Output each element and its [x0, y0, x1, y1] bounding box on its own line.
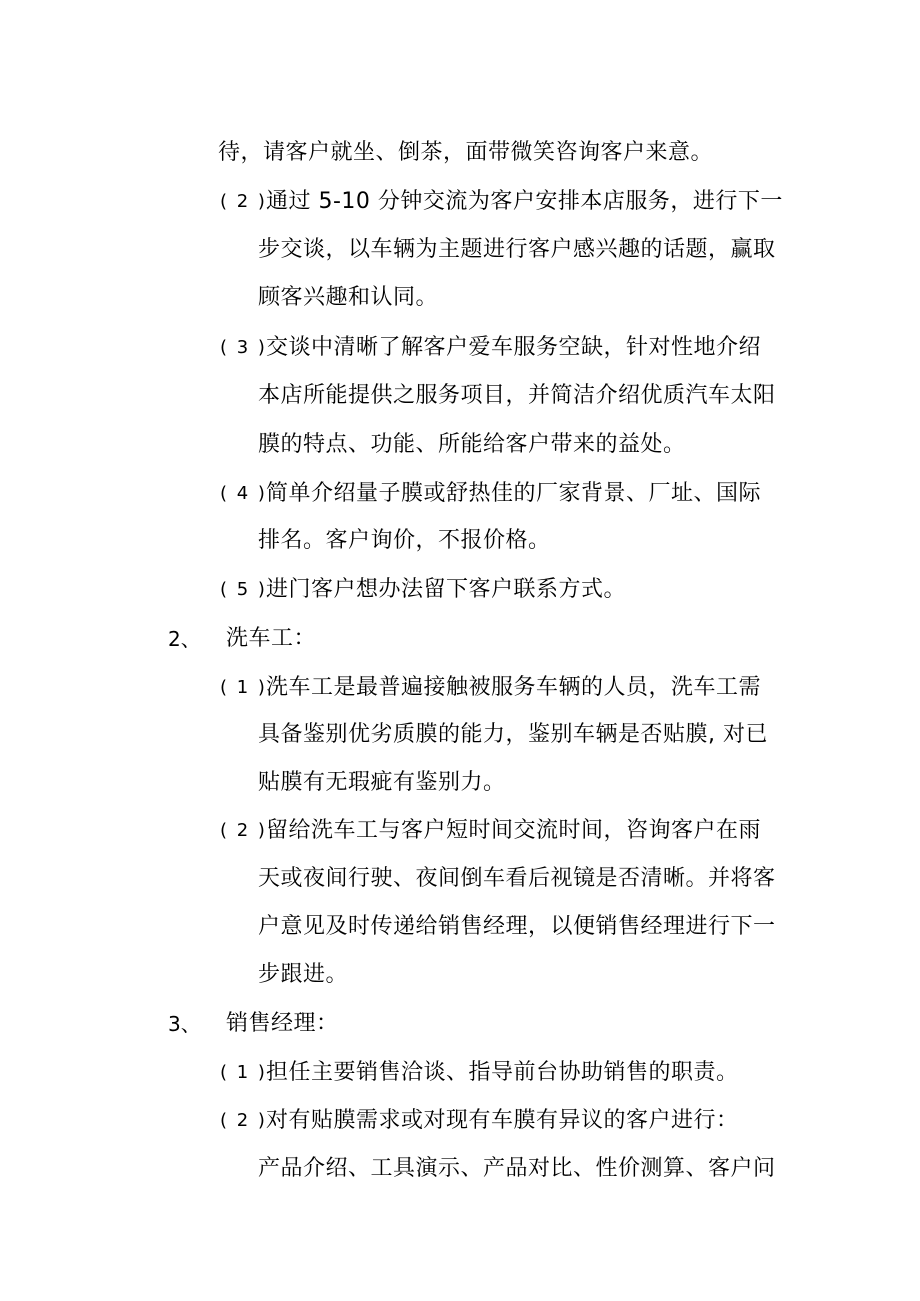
paragraph-line: 贴膜有无瑕疵有鉴别力。 — [258, 770, 506, 795]
section-number: 3、 — [168, 1012, 201, 1036]
paragraph-line: 洗车工是最普遍接触被服务车辆的人员，洗车工需 — [266, 675, 762, 700]
paragraph-line: 对有贴膜需求或对现有车膜有异议的客户进行： — [266, 1108, 739, 1133]
paragraph-line: 天或夜间行驶、夜间倒车看后视镜是否清晰。并将客 — [258, 866, 776, 891]
section-number: 2、 — [168, 627, 201, 651]
paragraph-line: 本店所能提供之服务项目，并简洁介绍优质汽车太阳 — [258, 383, 776, 408]
item-number: ( 4 ) — [220, 483, 267, 504]
paragraph-line: 步交谈，以车辆为主题进行客户感兴趣的话题，赢取 — [258, 237, 776, 262]
paragraph-line: 通过 5-10 分钟交流为客户安排本店服务，进行下一 — [266, 189, 783, 214]
paragraph-line: 户意见及时传递给销售经理，以便销售经理进行下一 — [258, 914, 776, 939]
section-title: 洗车工： — [226, 626, 317, 651]
section-title: 销售经理： — [226, 1011, 339, 1036]
paragraph-line: 顾客兴趣和认同。 — [258, 285, 439, 310]
item-number: ( 1 ) — [220, 1062, 267, 1083]
paragraph-line: 交谈中清晰了解客户爱车服务空缺，针对性地介绍 — [266, 335, 762, 360]
paragraph-line: 待，请客户就坐、倒茶，面带微笑咨询客户来意。 — [218, 140, 714, 165]
paragraph-line: 排名。客户询价，不报价格。 — [258, 528, 551, 553]
paragraph-line: 留给洗车工与客户短时间交流时间，咨询客户在雨 — [266, 818, 762, 843]
paragraph-line: 简单介绍量子膜或舒热佳的厂家背景、厂址、国际 — [266, 481, 762, 506]
item-number: ( 2 ) — [220, 820, 267, 841]
item-number: ( 1 ) — [220, 677, 267, 698]
item-number: ( 2 ) — [220, 191, 267, 212]
paragraph-line: 进门客户想办法留下客户联系方式。 — [266, 577, 627, 602]
paragraph-line: 步跟进。 — [258, 962, 349, 987]
paragraph-line: 担任主要销售洽谈、指导前台协助销售的职责。 — [266, 1060, 739, 1085]
paragraph-line: 产品介绍、工具演示、产品对比、性价测算、客户问 — [258, 1156, 776, 1181]
paragraph-line: 膜的特点、功能、所能给客户带来的益处。 — [258, 432, 686, 457]
paragraph-line: 具备鉴别优劣质膜的能力，鉴别车辆是否贴膜, 对已 — [258, 722, 768, 747]
item-number: ( 2 ) — [220, 1110, 267, 1131]
item-number: ( 3 ) — [220, 337, 267, 358]
item-number: ( 5 ) — [220, 579, 267, 600]
